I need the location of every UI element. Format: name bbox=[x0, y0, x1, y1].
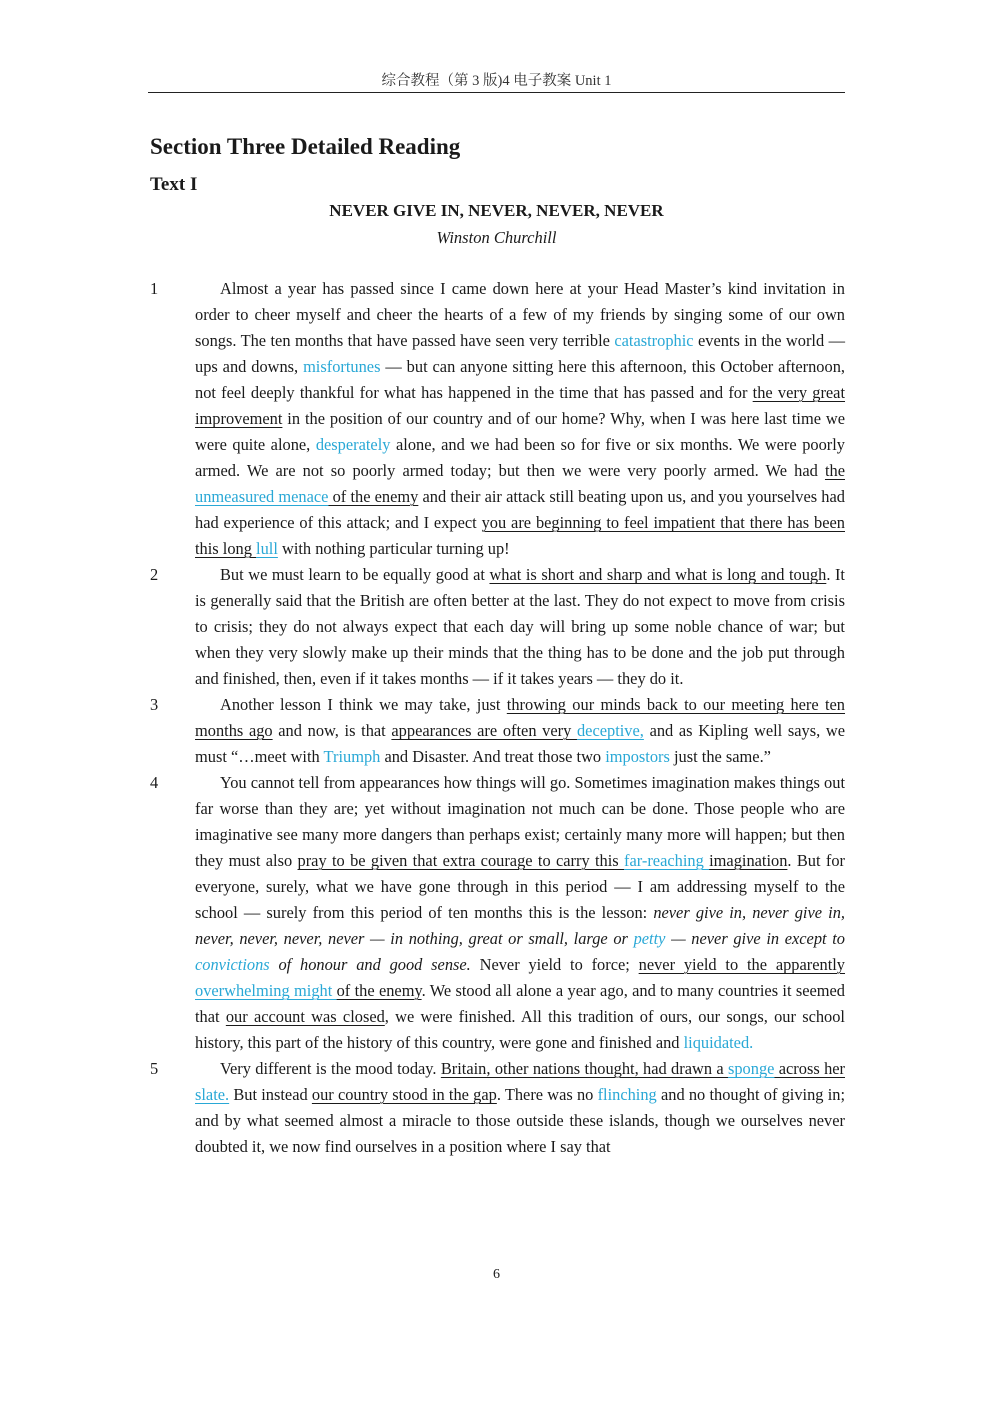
text-run: . But for everyone, surely, what we have gone through in this period — I am addressing myself to the school — surely from this period of ten months this is the lesson: bbox=[195, 851, 846, 922]
text-run: You cannot tell from appearances how things will go. Sometimes imagination makes things out far worse than they are; yet without imagination not much can be done. Those people who are imaginative see many more dangers than perhaps exist; certainly many more will happen; but then they must also bbox=[195, 773, 845, 870]
paragraph-number: 2 bbox=[150, 565, 159, 584]
paragraph-3 bbox=[150, 692, 845, 770]
text-run: Almost a year has passed since I came down here at your Head Master’s kind invitation in order to cheer myself and cheer the hearts of a few of my friends by singing some of our own songs. The ten months that have passed have seen very terrible bbox=[195, 279, 845, 350]
text-run: Never yield to force; bbox=[470, 955, 639, 974]
underlined-phrase: pray to be given that extra courage to carry this bbox=[297, 851, 625, 870]
vocab-highlight: impostors bbox=[605, 747, 670, 766]
text-run: and now, is that bbox=[272, 721, 392, 740]
text-run: Very different is the mood today. bbox=[220, 1059, 441, 1078]
vocab-highlight: liquidated. bbox=[683, 1033, 754, 1052]
underlined-phrase: imagination bbox=[709, 851, 788, 870]
vocab-highlight: slate. bbox=[195, 1085, 230, 1104]
paragraph-number: 3 bbox=[150, 695, 159, 714]
vocab-highlight: far-reaching bbox=[624, 851, 710, 870]
paragraph-text bbox=[195, 770, 845, 1056]
header-rule bbox=[148, 92, 845, 93]
paragraph-number: 1 bbox=[150, 279, 159, 298]
text-label: Text I bbox=[150, 174, 198, 195]
text-run: and Disaster. And treat those two bbox=[380, 747, 606, 766]
text-run: — but can anyone sitting here this afternoon, this October afternoon, not feel deeply thankful for what has happened in the time that has passed and for bbox=[195, 357, 845, 402]
vocab-highlight: flinching bbox=[597, 1085, 657, 1104]
underlined-phrase: Britain, other nations thought, had drawn a bbox=[440, 1059, 728, 1078]
underlined-phrase: our country stood in the gap bbox=[311, 1085, 497, 1104]
vocab-highlight: catastrophic bbox=[614, 331, 694, 350]
paragraph-text bbox=[195, 1056, 845, 1160]
paragraph-text bbox=[195, 692, 845, 770]
paragraph-text bbox=[195, 562, 845, 692]
article-author: Winston Churchill bbox=[436, 228, 557, 247]
text-run: and their air attack still beating upon us, and you yourselves had had experience of this attack; and I expect bbox=[195, 487, 845, 532]
paragraph-text bbox=[195, 276, 845, 562]
vocab-highlight: Triumph bbox=[323, 747, 381, 766]
running-header: 综合教程（第 3 版)4 电子教案 Unit 1 bbox=[381, 73, 612, 89]
underlined-phrase: the bbox=[824, 461, 845, 480]
text-run: just the same.” bbox=[669, 747, 771, 766]
paragraph-1 bbox=[150, 276, 845, 562]
underlined-phrase: what is short and sharp and what is long and tough bbox=[489, 565, 827, 584]
text-run: events in the world — ups and downs, bbox=[195, 331, 845, 376]
text-run: and as Kipling well says, we must “…meet with bbox=[195, 721, 845, 766]
vocab-highlight: deceptive, bbox=[576, 721, 644, 740]
vocab-highlight: sponge bbox=[727, 1059, 775, 1078]
underlined-phrase: never yield to the apparently bbox=[638, 955, 846, 974]
italic-text: never give in, never give in, never, never, never, never — in nothing, great or small, large or bbox=[195, 903, 845, 948]
underlined-phrase: of the enemy bbox=[328, 487, 419, 506]
paragraph-number: 5 bbox=[150, 1059, 159, 1078]
text-run: Another lesson I think we may take, just bbox=[220, 695, 507, 714]
underlined-phrase: throwing our minds back to our meeting here ten months ago bbox=[195, 695, 846, 740]
vocab-highlight: lull bbox=[256, 539, 278, 558]
paragraph-number: 4 bbox=[150, 773, 159, 792]
paragraph-4 bbox=[150, 770, 845, 1056]
text-run: alone, and we had been so for five or six months. We were poorly armed. We are not so poorly armed today; but then we were very poorly armed. We had bbox=[195, 435, 845, 480]
vocab-highlight: convictions bbox=[195, 955, 270, 974]
paragraph-5 bbox=[150, 1056, 845, 1160]
underlined-phrase: appearances are often very bbox=[391, 721, 577, 740]
italic-text: of honour and good sense. bbox=[269, 955, 471, 974]
underlined-phrase: our account was closed bbox=[225, 1007, 385, 1026]
text-run: But we must learn to be equally good at bbox=[220, 565, 490, 584]
underlined-phrase: you are beginning to feel impatient that there has been this long bbox=[195, 513, 845, 558]
underlined-phrase: across her bbox=[774, 1059, 845, 1078]
underlined-phrase: the very great improvement bbox=[195, 383, 846, 428]
vocab-highlight: desperately bbox=[315, 435, 391, 454]
section-title: Section Three Detailed Reading bbox=[150, 134, 461, 159]
vocab-highlight: petty bbox=[633, 929, 666, 948]
text-run: . It is generally said that the British are often better at the last. They do not expect to move from crisis to crisis; they do not always expect that each day will bring up some noble chance of war; but when they very slowly make up their minds that the thing has to be done and the job put through and finished, then, even if it takes months — if it takes years — they do it. bbox=[195, 565, 845, 688]
text-run: . We stood all alone a year ago, and to many countries it seemed that bbox=[195, 981, 846, 1026]
underlined-phrase: of the enemy bbox=[336, 981, 422, 1000]
vocab-highlight: misfortunes bbox=[303, 357, 381, 376]
article-title: NEVER GIVE IN, NEVER, NEVER, NEVER bbox=[329, 201, 664, 220]
text-run: , we were finished. All this tradition of ours, our songs, our school history, this part of the history of this country, were gone and finished and bbox=[195, 1007, 845, 1052]
text-run: . There was no bbox=[496, 1085, 598, 1104]
text-run: But instead bbox=[229, 1085, 312, 1104]
page-number: 6 bbox=[493, 1267, 500, 1282]
text-run: in the position of our country and of our home? Why, when I was here last time we were quite alone, bbox=[195, 409, 845, 454]
paragraph-2 bbox=[150, 562, 845, 692]
vocab-highlight: unmeasured menace bbox=[195, 487, 329, 506]
text-run: and no thought of giving in; and by what seemed almost a miracle to those outside these islands, though we ourselves never doubted it, we now find ourselves in a position where I say that bbox=[195, 1085, 846, 1156]
article-body bbox=[150, 276, 845, 1160]
vocab-highlight: overwhelming might bbox=[195, 981, 337, 1000]
text-run: with nothing particular turning up! bbox=[277, 539, 510, 558]
italic-text: — never give in except to bbox=[665, 929, 845, 948]
